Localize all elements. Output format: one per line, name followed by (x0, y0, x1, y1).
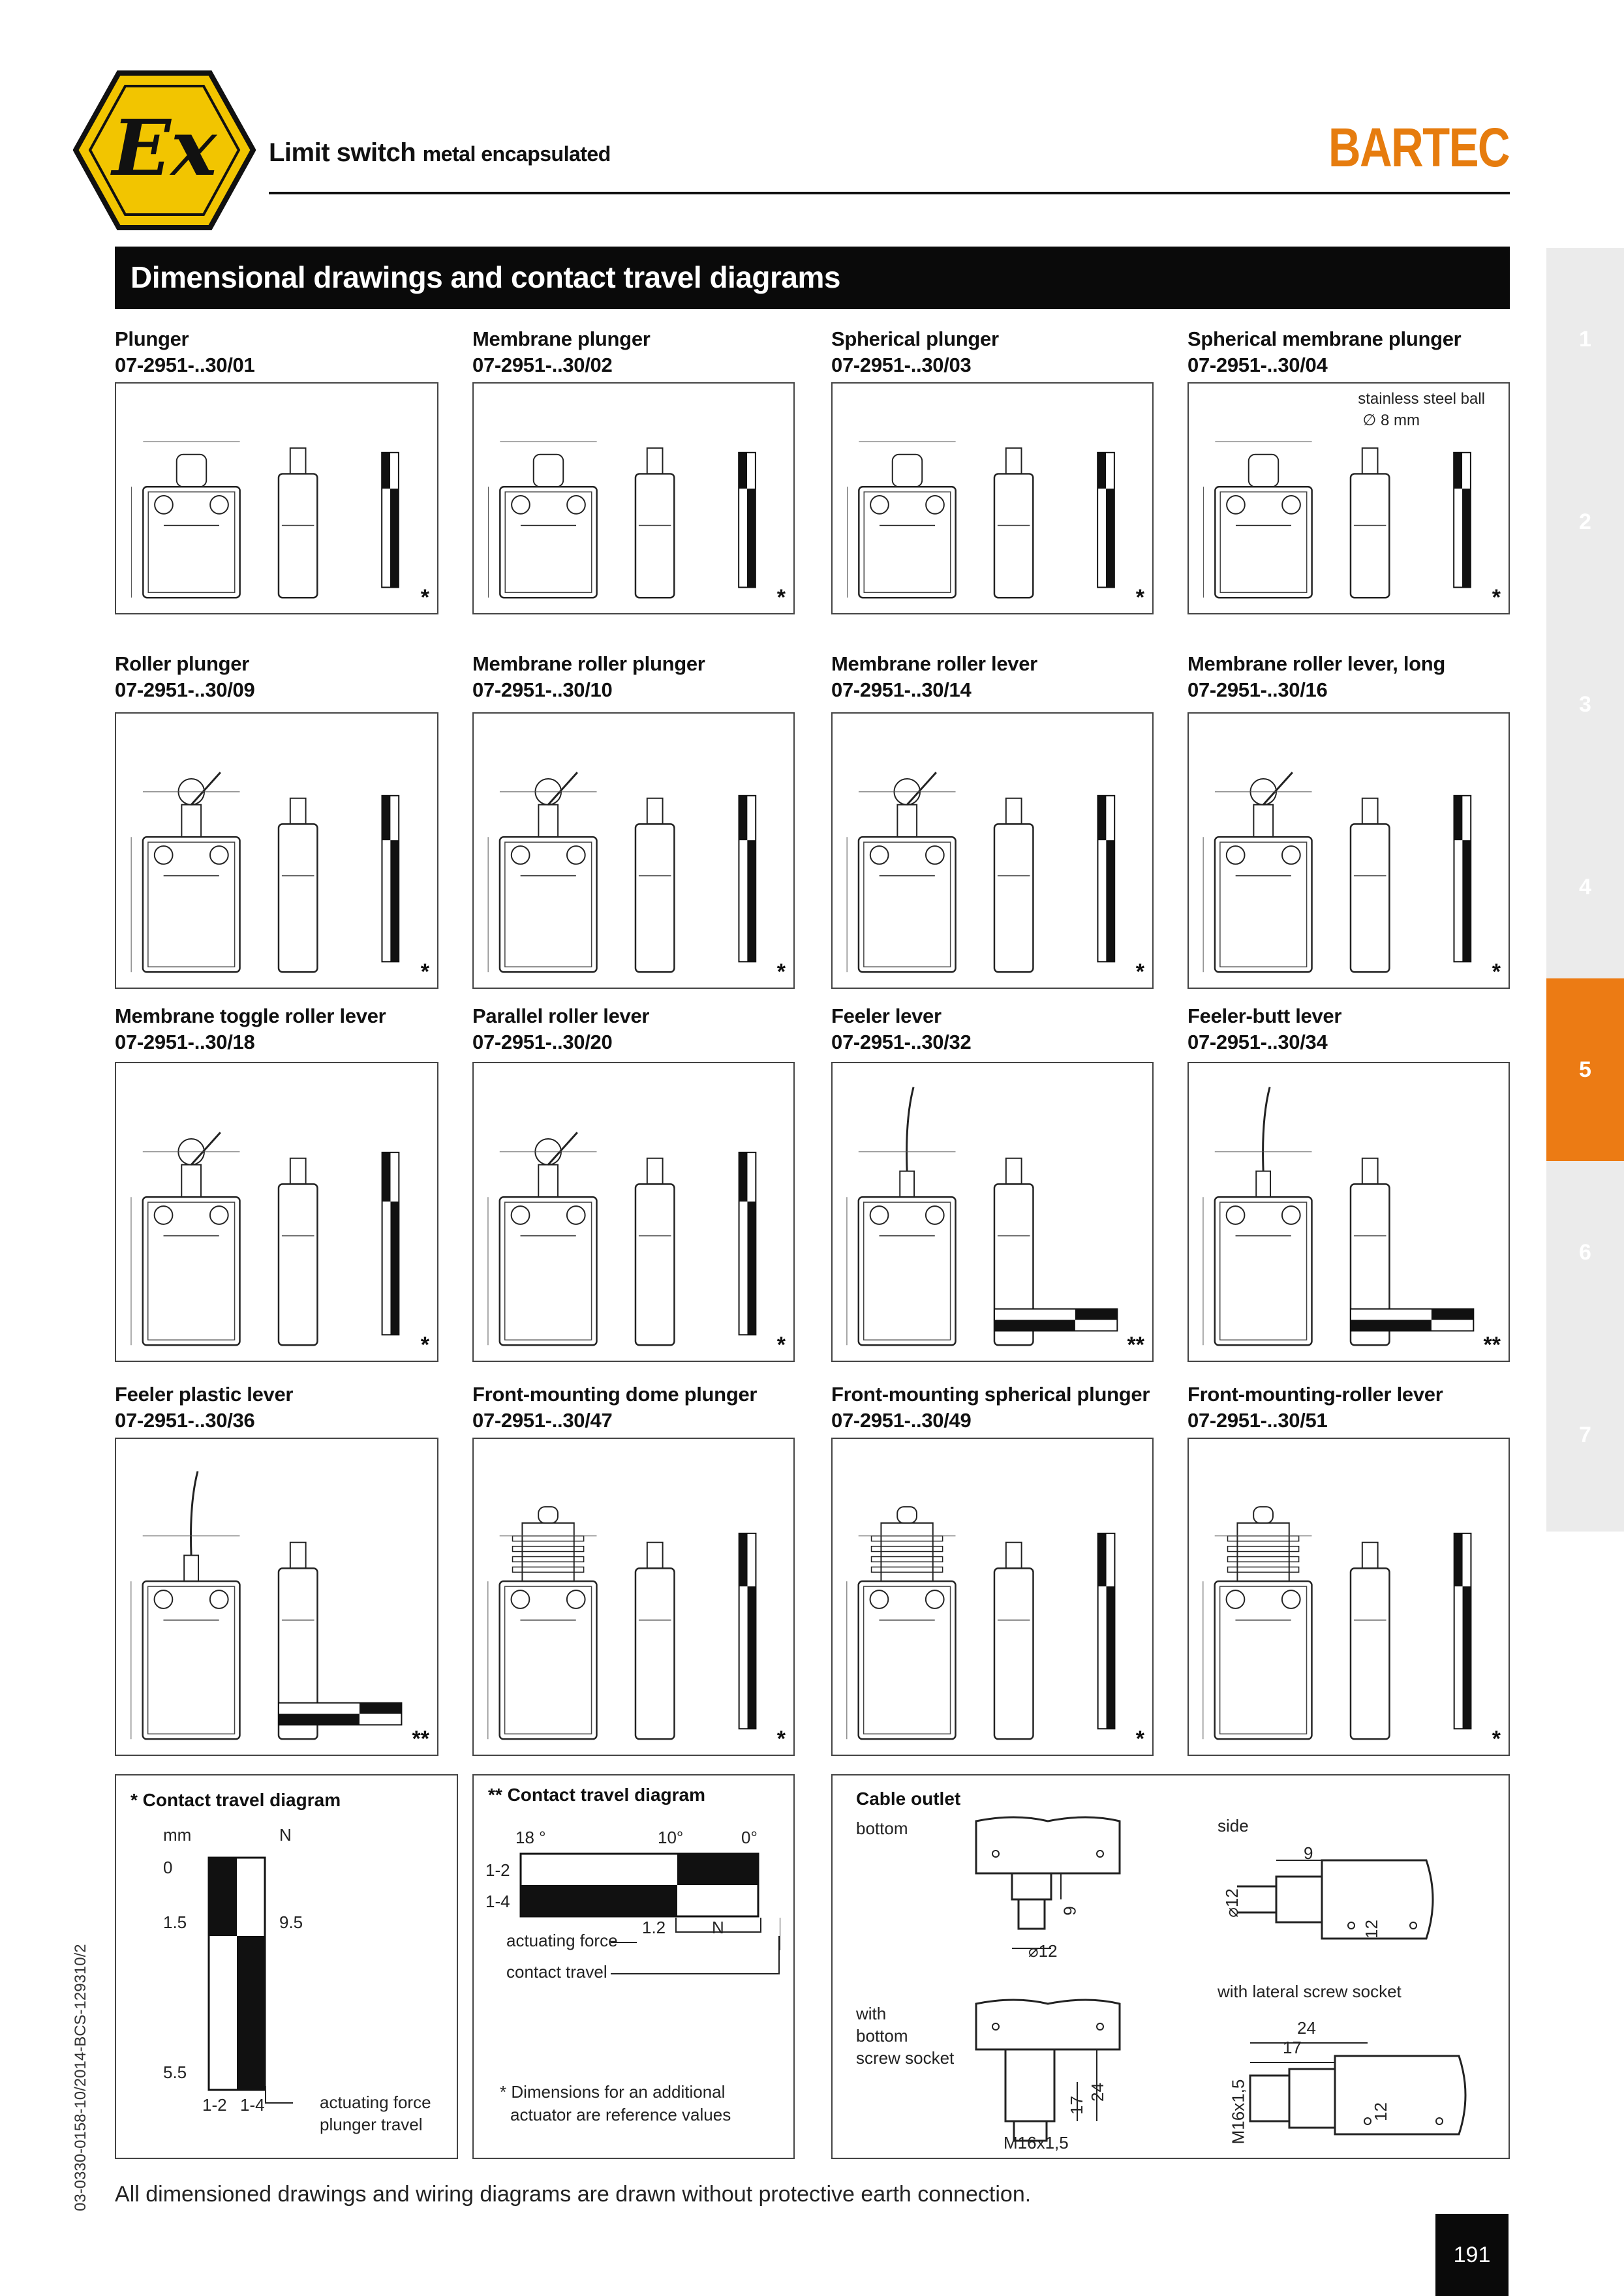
switch-schematic (833, 1439, 1152, 1755)
product-code: 07-2951-..30/34 (1187, 1031, 1328, 1053)
cable-dim-dia12: ⌀12 (1028, 1941, 1058, 1961)
cable-side-label: side (1218, 1816, 1249, 1835)
diagram-marker: * (420, 585, 429, 610)
cable-bottom-label: bottom (856, 1819, 908, 1838)
cable-with-1: with (856, 2004, 887, 2023)
section-title: Dimensional drawings and contact travel diagrams (130, 260, 840, 294)
legend2-a3: 0° (741, 1828, 758, 1847)
product-name: Front-mounting-roller lever (1187, 1383, 1443, 1406)
product-code: 07-2951-..30/49 (831, 1409, 972, 1432)
legend1-y2: 5.5 (163, 2062, 187, 2082)
product-code: 07-2951-..30/10 (472, 678, 613, 701)
dimension-drawing (831, 1438, 1154, 1756)
legend1-unit-n: N (279, 1825, 292, 1845)
product-code: 07-2951-..30/01 (115, 354, 255, 376)
legend1-label-force: actuating force (320, 2092, 431, 2112)
dimension-drawing (472, 1062, 795, 1362)
dimension-drawing (1187, 1438, 1510, 1756)
product-name: Feeler-butt lever (1187, 1004, 1342, 1027)
switch-schematic (474, 384, 793, 613)
dimension-drawing (1187, 382, 1510, 614)
dimension-drawing (115, 712, 438, 989)
cable-socket-drawing (963, 1991, 1133, 2154)
legend2-label-force: actuating force (506, 1931, 618, 1950)
cable-outlet-title: Cable outlet (856, 1789, 961, 1809)
product-title (472, 1382, 757, 1434)
product-name: Spherical plunger (831, 327, 999, 350)
product-code: 07-2951-..30/18 (115, 1031, 255, 1053)
legend1-unit-mm: mm (163, 1825, 192, 1845)
product-code: 07-2951-..30/03 (831, 354, 972, 376)
diagram-marker: * (420, 959, 429, 984)
legend1-force: 9.5 (279, 1912, 303, 1932)
dimension-drawing (472, 1438, 795, 1756)
chapter-tab-7[interactable]: 7 (1579, 1422, 1591, 1447)
product-name: Feeler plastic lever (115, 1383, 294, 1406)
cable-dim-9-side: 9 (1304, 1843, 1313, 1863)
product-code: 07-2951-..30/47 (472, 1409, 613, 1432)
legend2-note-2: actuator are reference values (510, 2105, 731, 2124)
product-name: Membrane roller lever, long (1187, 652, 1446, 675)
legend2-leaders (611, 1936, 787, 1988)
switch-schematic (833, 384, 1152, 613)
page-number: 191 (1435, 2214, 1509, 2296)
product-name: Front-mounting dome plunger (472, 1383, 758, 1406)
product-name: Membrane roller plunger (472, 652, 705, 675)
cable-side-drawing (1211, 1841, 1485, 1958)
legend2-c2: 1-4 (485, 1892, 510, 1911)
diagram-marker: * (1135, 585, 1144, 610)
product-title (1187, 651, 1445, 703)
chapter-tab-6[interactable]: 6 (1579, 1239, 1591, 1265)
legend2-note-1: * Dimensions for an additional (500, 2082, 726, 2102)
brand-logo: BARTEC (1328, 117, 1509, 178)
diagram-marker: * (1492, 959, 1501, 984)
cable-dim-12b: 12 (1370, 2102, 1390, 2121)
product-code: 07-2951-..30/51 (1187, 1409, 1328, 1432)
product-name: Parallel roller lever (472, 1004, 650, 1027)
product-name: Front-mounting spherical plunger (831, 1383, 1150, 1406)
dimension-drawing (115, 1438, 438, 1756)
switch-schematic (1189, 1063, 1509, 1361)
title-main: Limit switch (269, 138, 416, 167)
cable-dim-17: 17 (1066, 2096, 1086, 2115)
legend1-title: * Contact travel diagram (130, 1790, 341, 1810)
product-title (115, 1382, 293, 1434)
product-title (115, 651, 254, 703)
switch-schematic (474, 1439, 793, 1755)
legend2-a1: 18 ° (515, 1828, 546, 1847)
diagram-marker: * (776, 959, 786, 984)
cable-dim-dia12-side: ⌀12 (1221, 1888, 1242, 1918)
product-title (115, 1003, 386, 1055)
legend1-diagram (207, 1856, 266, 2091)
legend1-y1: 1.5 (163, 1912, 187, 1932)
product-name: Spherical membrane plunger (1187, 327, 1462, 350)
switch-schematic (116, 1439, 437, 1755)
chapter-tab-5[interactable]: 5 (1546, 978, 1624, 1161)
diagram-marker: * (1492, 585, 1501, 610)
product-name: Membrane toggle roller lever (115, 1004, 386, 1027)
diagram-marker: * (420, 1333, 429, 1357)
legend1-leader (263, 2086, 296, 2112)
chapter-tabs (1546, 248, 1624, 1532)
cable-dim-thread-side: M16x1,5 (1228, 2079, 1248, 2145)
dimension-drawing (472, 382, 795, 614)
cable-with-2: bottom (856, 2026, 908, 2046)
ex-logo-text: Ex (112, 102, 217, 193)
cable-outlet-panel (831, 1774, 1510, 2159)
product-code: 07-2951-..30/14 (831, 678, 972, 701)
cable-dim-24a: 24 (1087, 2083, 1107, 2102)
diagram-marker: * (1135, 959, 1144, 984)
cable-lateral-drawing (1211, 2017, 1485, 2147)
product-note: stainless steel ball (1358, 390, 1485, 408)
diagram-marker: * (776, 1333, 786, 1357)
diagram-marker: * (1492, 1727, 1501, 1751)
dimension-drawing (115, 1062, 438, 1362)
switch-schematic (116, 714, 437, 988)
product-note-dia: ∅ 8 mm (1362, 412, 1420, 429)
product-title (472, 651, 705, 703)
dimension-drawing (1187, 712, 1510, 989)
switch-schematic (833, 714, 1152, 988)
diagram-marker: ** (412, 1727, 429, 1751)
product-title (115, 326, 254, 378)
cable-dim-12-side: 12 (1361, 1920, 1381, 1939)
dimension-drawing (115, 382, 438, 614)
dimension-drawing (1187, 1062, 1510, 1362)
switch-schematic (116, 1063, 437, 1361)
product-code: 07-2951-..30/32 (831, 1031, 972, 1053)
product-name: Feeler lever (831, 1004, 942, 1027)
legend2-title: ** Contact travel diagram (488, 1785, 705, 1805)
footer-note: All dimensioned drawings and wiring diagrams are drawn without protective earth connection. (115, 2182, 1032, 2207)
chapter-tab-4[interactable]: 4 (1579, 874, 1591, 899)
product-name: Plunger (115, 327, 189, 350)
switch-schematic (1189, 384, 1509, 613)
switch-schematic (474, 1063, 793, 1361)
product-title (1187, 326, 1461, 378)
diagram-marker: * (776, 1727, 786, 1751)
product-code: 07-2951-..30/02 (472, 354, 613, 376)
product-code: 07-2951-..30/36 (115, 1409, 255, 1432)
diagram-marker: ** (1483, 1333, 1501, 1357)
chapter-tab-3[interactable]: 3 (1579, 691, 1591, 717)
cable-lateral-label: with lateral screw socket (1218, 1982, 1402, 2001)
product-code: 07-2951-..30/20 (472, 1031, 613, 1053)
product-title (831, 1382, 1150, 1434)
page-title (269, 138, 611, 168)
legend2-a2: 10° (658, 1828, 684, 1847)
legend2-force-unit: N (712, 1918, 724, 1937)
legend2-label-travel: contact travel (506, 1962, 607, 1982)
legend1-c1: 1-2 (202, 2095, 227, 2115)
ex-logo (73, 70, 256, 230)
diagram-marker: * (776, 585, 786, 610)
title-sub: metal encapsulated (422, 142, 611, 166)
legend1-label-travel: plunger travel (320, 2115, 423, 2134)
contact-travel-legend (115, 1774, 458, 2159)
document-code: 03-0330-0158-10/2014-BCS-129310/2 (72, 1944, 89, 2211)
product-title (472, 1003, 649, 1055)
product-name: Membrane plunger (472, 327, 651, 350)
switch-schematic (474, 714, 793, 988)
product-title (1187, 1003, 1341, 1055)
product-name: Membrane roller lever (831, 652, 1037, 675)
legend1-y0: 0 (163, 1858, 173, 1877)
product-title (1187, 1382, 1443, 1434)
product-code: 07-2951-..30/16 (1187, 678, 1328, 701)
switch-schematic (1189, 714, 1509, 988)
dimension-drawing (831, 382, 1154, 614)
cable-dim-9: 9 (1060, 1906, 1080, 1916)
chapter-tab-1[interactable]: 1 (1579, 326, 1591, 352)
product-name: Roller plunger (115, 652, 249, 675)
legend2-force-value: 1.2 (642, 1918, 666, 1937)
chapter-tab-2[interactable]: 2 (1579, 509, 1591, 534)
legend2-c1: 1-2 (485, 1860, 510, 1880)
dimension-drawing (472, 712, 795, 989)
diagram-marker: * (1135, 1727, 1144, 1751)
switch-schematic (833, 1063, 1152, 1361)
header-rule (269, 192, 1510, 194)
cable-dim-24b: 24 (1297, 2018, 1316, 2038)
dimension-drawing (831, 712, 1154, 989)
diagram-marker: ** (1127, 1333, 1144, 1357)
switch-schematic (1189, 1439, 1509, 1755)
product-title (831, 1003, 971, 1055)
cable-dim-17b: 17 (1283, 2038, 1302, 2057)
dimension-drawing (831, 1062, 1154, 1362)
product-code: 07-2951-..30/04 (1187, 354, 1328, 376)
cable-dim-thread: M16x1,5 (1004, 2133, 1069, 2152)
product-title (472, 326, 651, 378)
contact-travel-legend-2 (472, 1774, 795, 2159)
product-title (831, 651, 1037, 703)
product-title (831, 326, 999, 378)
switch-schematic (116, 384, 437, 613)
cable-with-3: screw socket (856, 2048, 955, 2068)
product-code: 07-2951-..30/09 (115, 678, 255, 701)
legend1-c2: 1-4 (240, 2095, 265, 2115)
